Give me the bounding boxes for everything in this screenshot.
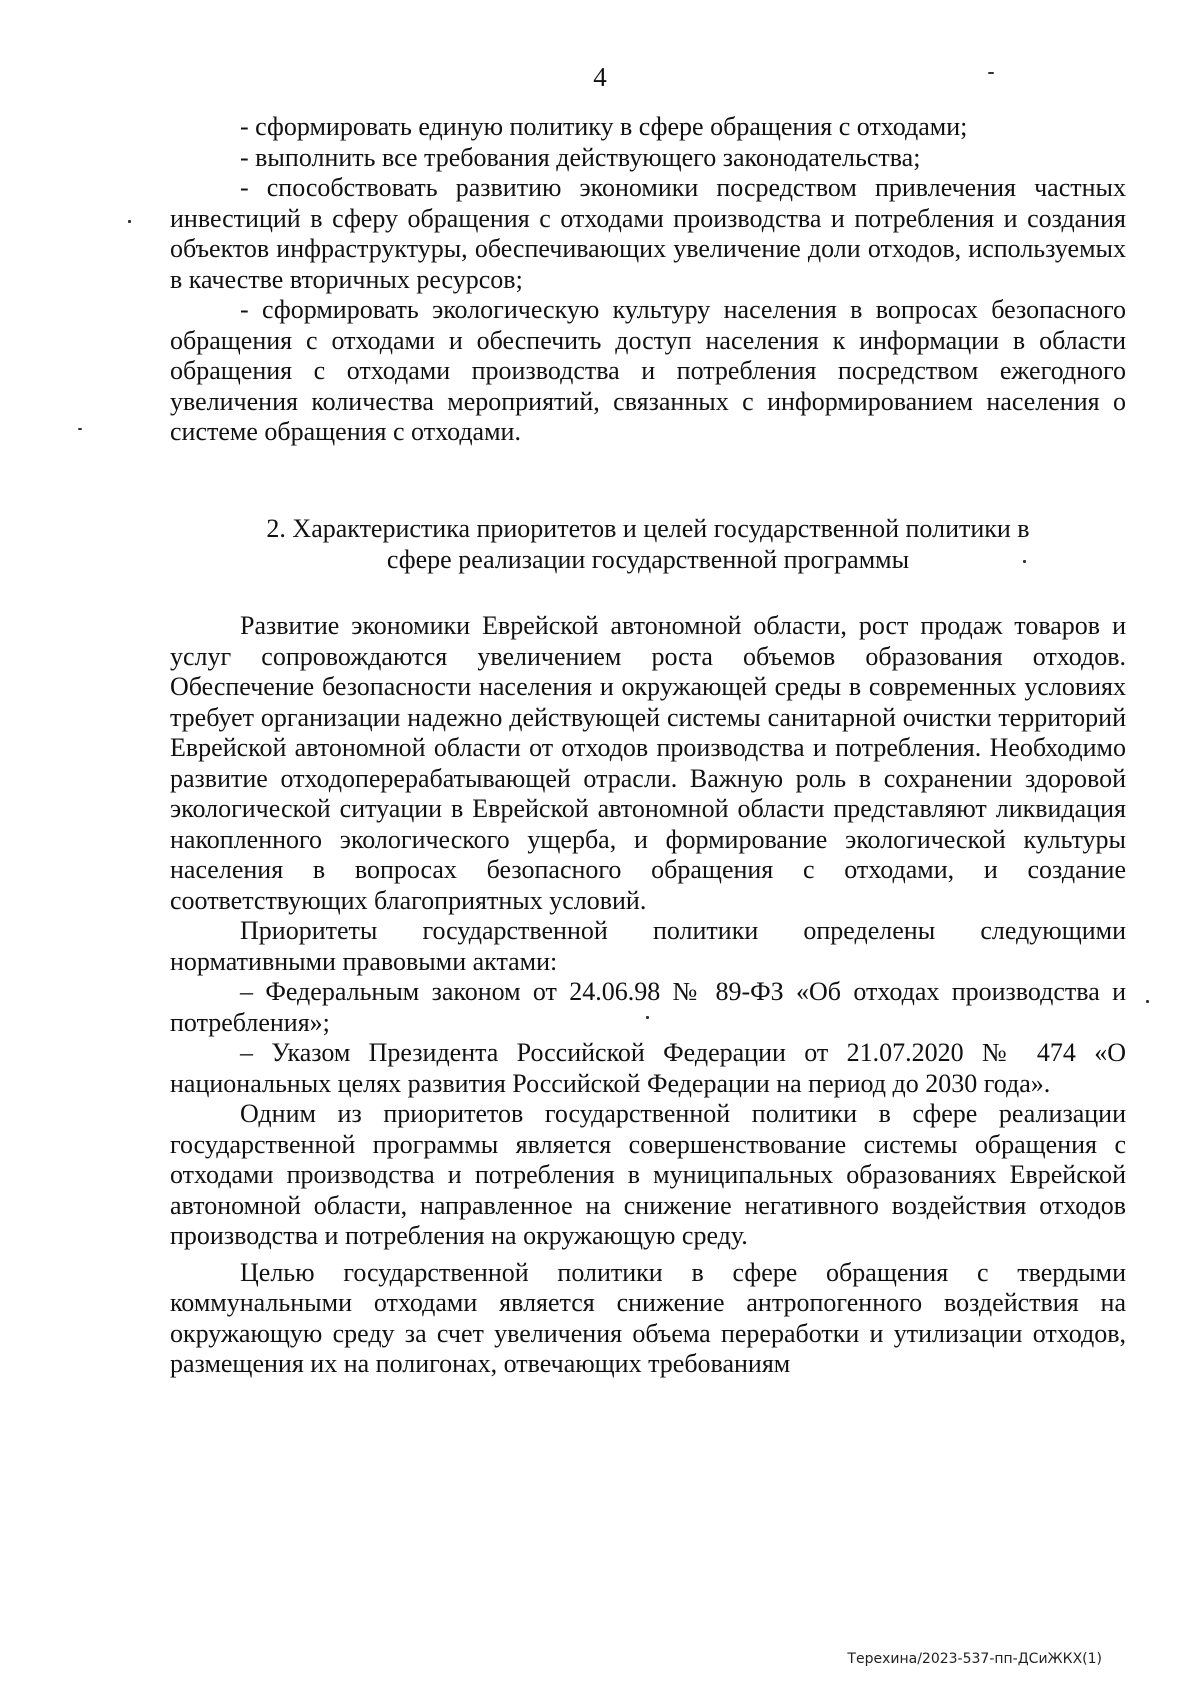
body-paragraph: Целью государственной политики в сфере обращения с твердыми коммунальными отходами является снижение антропогенного воздействия на окружающую среду за счет увеличения объема переработки и утилизации отходов, размещения их на полигонах, отвечающих требованиям <box>170 1257 1126 1378</box>
document-footer-code: Терехина/2023-537-пп-ДСиЖКХ(1) <box>847 1651 1102 1667</box>
section-heading-line: сфере реализации государственной программы <box>386 545 910 574</box>
section-body <box>170 611 1126 1380</box>
section-heading-line: 2. Характеристика приоритетов и целей государственной политики в <box>266 514 1030 543</box>
goals-list-item: - способствовать развитию экономики посредством привлечения частных инвестиций в сферу обращения с отходами производства и потребления и создания объектов инфраструктуры, обеспечивающих увеличение доли отходов, используемых в качестве вторичных ресурсов; <box>170 173 1126 294</box>
scan-speck <box>128 220 131 223</box>
goals-list-item: - сформировать единую политику в сфере обращения с отходами; <box>240 112 968 141</box>
law-reference-item: – Федеральным законом от 24.06.98 № 89-ФЗ «Об отходах производства и потребления»; <box>170 977 1126 1037</box>
body-paragraph: Приоритеты государственной политики определены следующими нормативными правовыми актами: <box>170 916 1126 976</box>
section-heading <box>170 513 1126 575</box>
goals-list-item: - сформировать экологическую культуру населения в вопросах безопасного обращения с отходами и обеспечить доступ населения к информации в области обращения с отходами производства и потребления посредством ежегодного увеличения количества мероприятий, связанных с информированием населения о системе обращения с отходами. <box>170 295 1126 446</box>
scan-speck <box>988 72 994 74</box>
goals-list-item: - выполнить все требования действующего законодательства; <box>240 142 921 172</box>
scan-speck <box>1146 1000 1149 1003</box>
page-number: 4 <box>593 62 607 92</box>
scan-speck <box>1023 560 1026 563</box>
body-paragraph: Одним из приоритетов государственной политики в сфере реализации государственной программы является совершенствование системы обращения с отходами производства и потребления в муниципальных образованиях Еврейской автономной области, направленное на снижение негативного воздействия отходов производства и потребления на окружающую среду. <box>170 1099 1126 1250</box>
law-reference-item: – Указом Президента Российской Федерации от 21.07.2020 № 474 «О национальных целях развития Российской Федерации на период до 2030 года». <box>170 1038 1126 1098</box>
scan-speck <box>78 428 82 430</box>
body-paragraph: Развитие экономики Еврейской автономной области, рост продаж товаров и услуг сопровождаются увеличением роста объемов образования отходов. Обеспечение безопасности населения и окружающей среды в современных условиях требует организации надежно действующей системы санитарной очистки территорий Еврейской автономной области от отходов производства и потребления. Необходимо развитие отходоперерабатывающей отрасли. Важную роль в сохранении здоровой экологической ситуации в Еврейской автономной области представляют ликвидация накопленного экологического ущерба, и формирование экологической культуры населения в вопросах безопасного обращения с отходами, и создание соответствующих благоприятных условий. <box>170 611 1126 915</box>
goals-list <box>170 112 1126 448</box>
scan-speck <box>646 1016 649 1019</box>
